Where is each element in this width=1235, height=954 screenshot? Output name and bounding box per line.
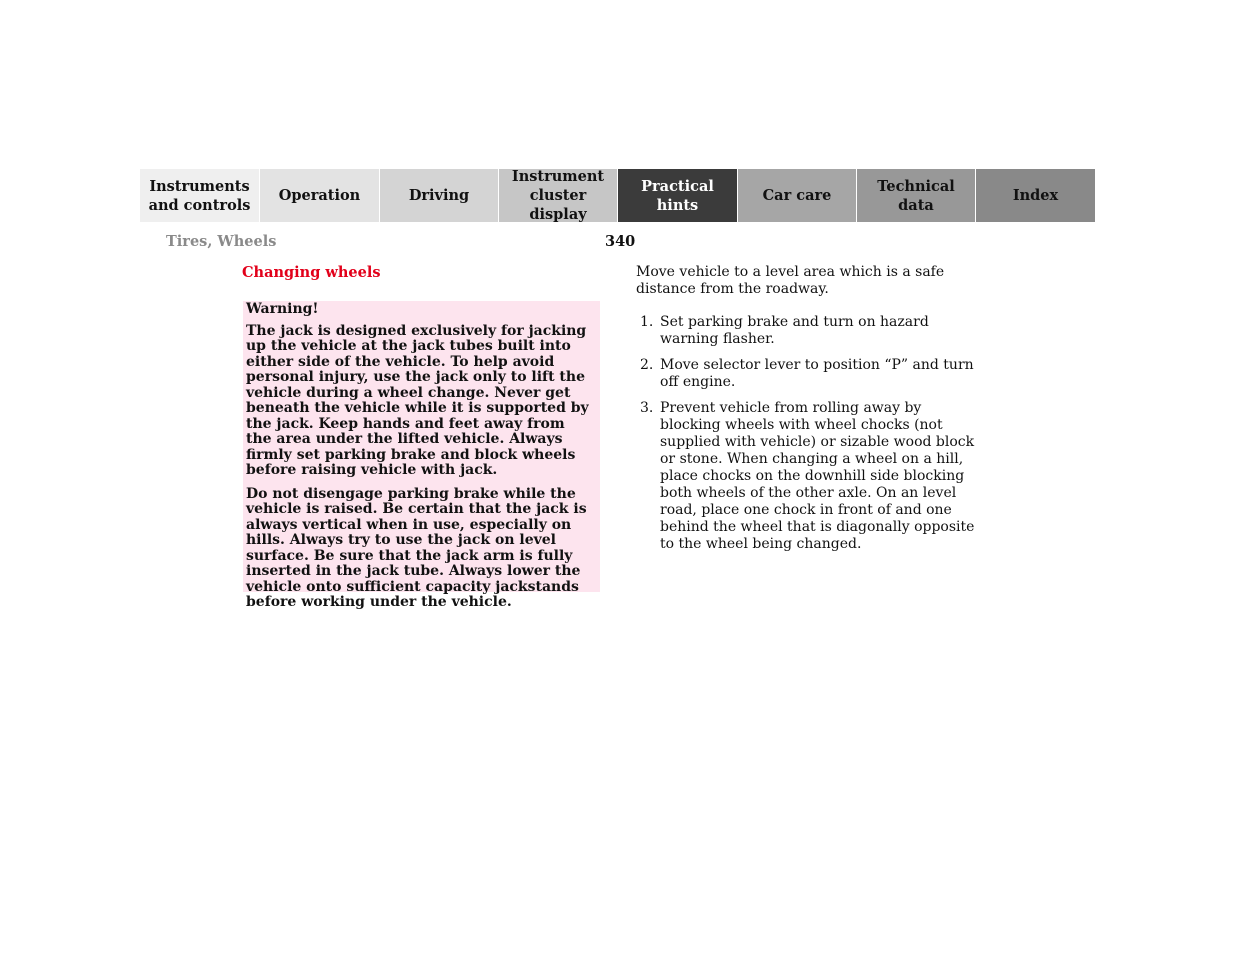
instructions: [636, 264, 981, 562]
intro-text: Move vehicle to a level area which is a safe distance from the roadway.: [636, 264, 945, 297]
step-number: 2.: [640, 357, 654, 373]
warning-paragraph: Do not disengage parking brake while the vehicle is raised. Be certain that the jack is always vertical when in use, especially on hills. Always try to use the jack on level surface. Be sure that the jack arm is fully inserted in the jack tube. Always lower the vehicle onto sufficient capacity jackstands before working under the vehicle.: [246, 485, 587, 610]
tab-operation[interactable]: Operation: [260, 169, 380, 222]
step-number: 1.: [640, 314, 654, 330]
chapter-nav: [140, 169, 1095, 222]
step-text: Prevent vehicle from rolling away by blocking wheels with wheel chocks (not supplied with vehicle) or sizable wood block or stone. When changing a wheel on a hill, place chocks on the downhill side blocking both wheels of the other axle. On an level road, place one chock in front of and one behind the wheel that is diagonally opposite to the wheel being changed.: [660, 400, 975, 552]
list-item: [636, 400, 981, 553]
tab-index[interactable]: Index: [976, 169, 1095, 222]
warning-paragraph: The jack is designed exclusively for jacking up the vehicle at the jack tubes built into either side of the vehicle. To help avoid personal injury, use the jack only to lift the vehicle during a wheel change. Never get beneath the vehicle while it is supported by the jack. Keep hands and feet away from the area under the lifted vehicle. Always firmly set parking brake and block wheels before raising vehicle with jack.: [246, 322, 589, 478]
tab-practical-hints[interactable]: Practical hints: [618, 169, 738, 222]
list-item: [636, 357, 981, 391]
list-item: [636, 314, 981, 348]
tab-driving[interactable]: Driving: [380, 169, 499, 222]
step-text: Set parking brake and turn on hazard warning flasher.: [660, 314, 929, 347]
tab-instruments-and-controls[interactable]: Instruments and controls: [140, 169, 260, 222]
section-title: Tires, Wheels: [166, 233, 277, 250]
tab-car-care[interactable]: Car care: [738, 169, 857, 222]
step-text: Move selector lever to position “P” and turn off engine.: [660, 357, 974, 390]
page-heading: Changing wheels: [242, 264, 381, 281]
warning-box: [243, 301, 600, 610]
tab-instrument-cluster-display[interactable]: Instrument cluster display: [499, 169, 618, 222]
tab-technical-data[interactable]: Technical data: [857, 169, 976, 222]
warning-title: Warning!: [246, 301, 319, 317]
page-number: 340: [605, 233, 636, 250]
step-number: 3.: [640, 400, 654, 416]
steps-list: [636, 314, 981, 553]
